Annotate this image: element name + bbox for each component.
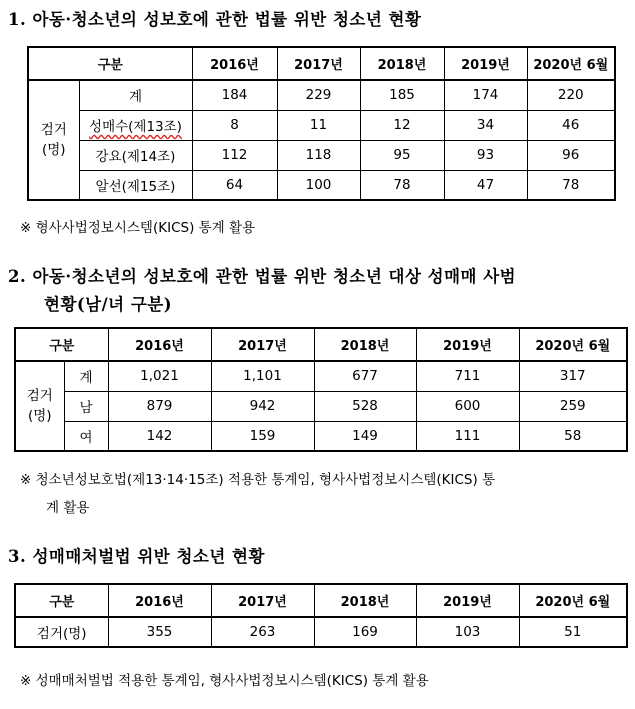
table-cell: 317 [519,361,627,391]
row-label: 남 [64,391,108,421]
header-cell: 2020년 6월 [519,584,627,617]
table-cell: 64 [192,170,277,200]
row-label: 계 [64,361,108,391]
section3-note: ※ 성매매처벌법 적용한 통계임, 형사사법정보시스템(KICS) 통계 활용 [20,673,429,689]
row-label [79,110,192,140]
table-cell: 118 [277,140,360,170]
section1-heading: 1. 아동·청소년의 성보호에 관한 법률 위반 청소년 현황 [8,10,422,29]
row-label: 검거(명) [15,617,108,647]
table-cell: 174 [444,80,527,110]
row-label-text: 성매수(제13조) [89,119,182,135]
table-2 [14,327,628,452]
table-cell: 263 [211,617,314,647]
header-cell: 2019년 [444,47,527,80]
table-cell: 879 [108,391,211,421]
header-cell: 2019년 [416,328,519,361]
group-label: 검거 (명) [28,80,79,200]
table-cell: 51 [519,617,627,647]
section1-note: ※ 형사사법정보시스템(KICS) 통계 활용 [20,220,256,236]
section2-heading-line2: 현황(남/녀 구분) [44,295,173,314]
table-cell: 942 [211,391,314,421]
table-cell: 34 [444,110,527,140]
header-cell: 2020년 6월 [519,328,627,361]
table-cell: 78 [527,170,615,200]
header-cell: 2019년 [416,584,519,617]
table-cell: 184 [192,80,277,110]
table-cell: 149 [314,421,416,451]
table-cell: 93 [444,140,527,170]
table-cell: 600 [416,391,519,421]
header-cell: 2018년 [314,328,416,361]
header-cell: 2018년 [314,584,416,617]
table-cell: 220 [527,80,615,110]
table-cell: 185 [360,80,444,110]
table-3 [14,583,628,648]
header-cell: 구분 [15,328,108,361]
table-cell: 142 [108,421,211,451]
table-cell: 11 [277,110,360,140]
table-cell: 58 [519,421,627,451]
table-cell: 259 [519,391,627,421]
header-cell: 2016년 [108,584,211,617]
table-cell: 1,021 [108,361,211,391]
section2-note-line2: 계 활용 [46,500,90,516]
header-cell: 구분 [28,47,192,80]
table-cell: 47 [444,170,527,200]
table-cell: 711 [416,361,519,391]
table-cell: 100 [277,170,360,200]
header-cell: 2018년 [360,47,444,80]
header-cell: 2016년 [108,328,211,361]
table-cell: 96 [527,140,615,170]
header-cell: 2017년 [277,47,360,80]
table-cell: 103 [416,617,519,647]
header-cell: 2017년 [211,584,314,617]
table-cell: 229 [277,80,360,110]
row-label: 알선(제15조) [79,170,192,200]
group-label: 검거 (명) [15,361,64,451]
table-cell: 12 [360,110,444,140]
section2-note-line1: ※ 청소년성보호법(제13·14·15조) 적용한 통계임, 형사사법정보시스템(KICS) 통 [20,472,496,488]
row-label: 계 [79,80,192,110]
table-cell: 46 [527,110,615,140]
table-cell: 112 [192,140,277,170]
header-cell: 구분 [15,584,108,617]
table-cell: 169 [314,617,416,647]
table-cell: 355 [108,617,211,647]
table-cell: 78 [360,170,444,200]
section2-heading-line1: 2. 아동·청소년의 성보호에 관한 법률 위반 청소년 대상 성매매 사범 [8,267,517,286]
table-cell: 528 [314,391,416,421]
table-cell: 95 [360,140,444,170]
table-1 [27,46,616,201]
section3-heading: 3. 성매매처벌법 위반 청소년 현황 [8,547,265,566]
header-cell: 2017년 [211,328,314,361]
header-cell: 2020년 6월 [527,47,615,80]
row-label: 강요(제14조) [79,140,192,170]
table-cell: 677 [314,361,416,391]
row-label: 여 [64,421,108,451]
header-cell: 2016년 [192,47,277,80]
table-cell: 111 [416,421,519,451]
table-cell: 159 [211,421,314,451]
table-cell: 8 [192,110,277,140]
table-cell: 1,101 [211,361,314,391]
